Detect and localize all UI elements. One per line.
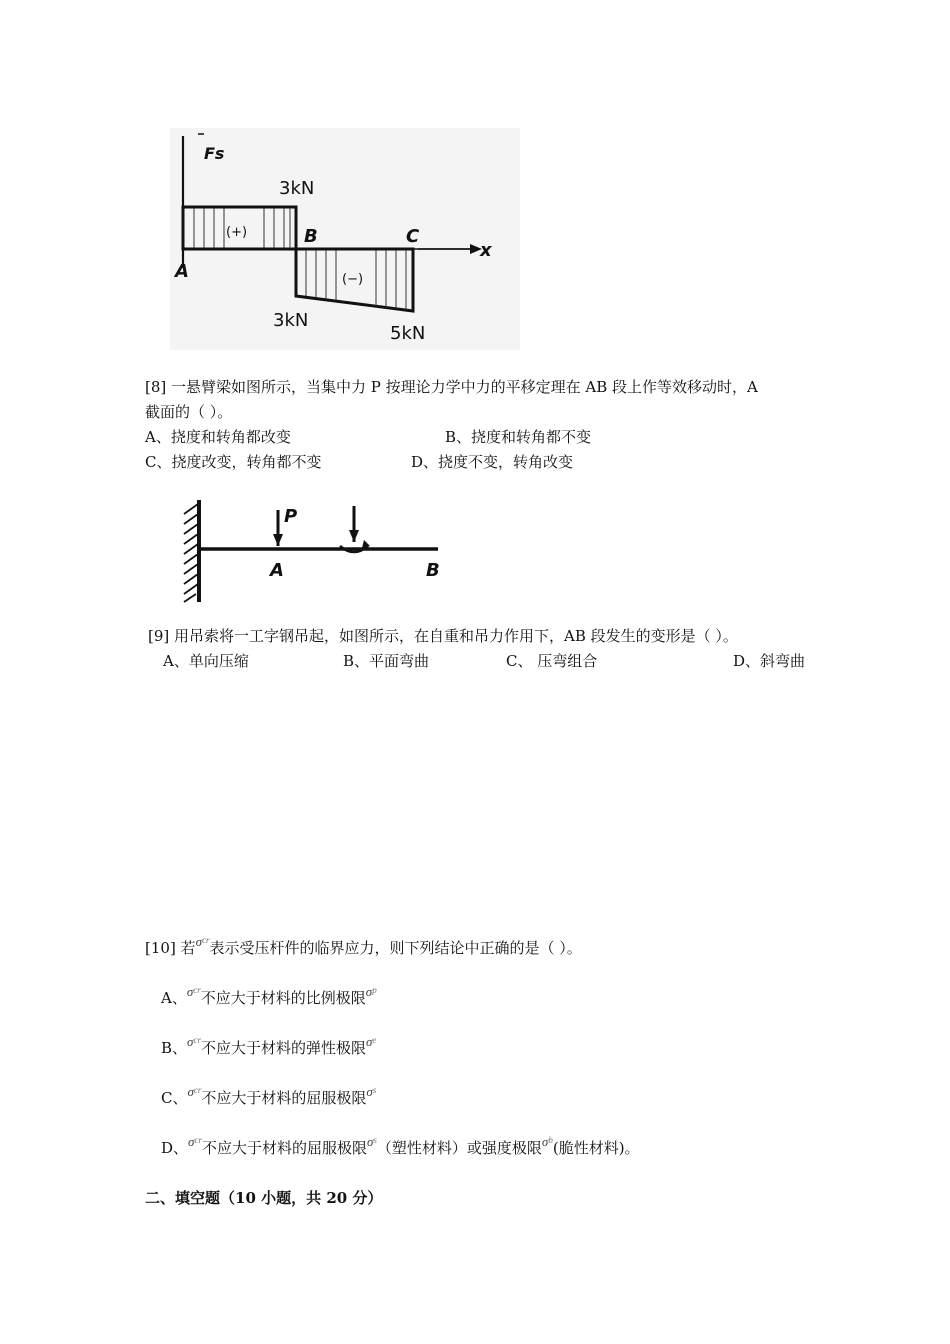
q8-option-b: B、挠度和转角都不变 (445, 428, 592, 446)
q10-option-d: D、$\sigma^{cr}$不应大于材料的屈服极限$\sigma^s$（塑性材料）或强度极限$\sigma^b$(脆性材料)。 (161, 1134, 640, 1157)
positive-sign: (+) (226, 225, 248, 240)
q9-stem: [9] 用吊索将一工字钢吊起，如图所示，在自重和吊力作用下，AB 段发生的变形是（ ）。 (148, 627, 738, 645)
q9-option-c: C、 压弯组合 (506, 652, 598, 670)
q9-option-b: B、平面弯曲 (343, 652, 430, 670)
q9-option-a: A、单向压缩 (163, 652, 249, 670)
section-2-title: 二、填空题（10 小题，共 20 分） (145, 1189, 383, 1207)
q10-option-a: A、$\sigma^{cr}$不应大于材料的比例极限$\sigma^p$ (161, 984, 377, 1007)
sigma-s-symbol: $\sigma^s$ (366, 1134, 377, 1149)
q8-line2: 截面的（ ）。 (145, 403, 233, 421)
q10-option-c: C、$\sigma^{cr}$不应大于材料的屈服极限$\sigma^s$ (161, 1084, 377, 1107)
label-3kn-top: 3kN (279, 178, 315, 199)
sigma-cr-symbol: $\sigma^{cr}$ (187, 1084, 202, 1099)
sigma-e-symbol: $\sigma^e$ (365, 1034, 377, 1049)
negative-sign: (−) (342, 272, 364, 287)
sigma-p-symbol: $\sigma^p$ (365, 984, 377, 999)
sigma-s-symbol: $\sigma^s$ (366, 1084, 377, 1099)
point-c-label: C (406, 226, 420, 247)
q10-option-b: B、$\sigma^{cr}$不应大于材料的弹性极限$\sigma^e$ (161, 1034, 377, 1057)
q9-option-d: D、斜弯曲 (733, 652, 806, 670)
cantilever-beam-diagram (170, 496, 460, 606)
force-p-label: P (284, 506, 298, 527)
sigma-cr-symbol: $\sigma^{cr}$ (195, 934, 210, 949)
label-3kn-bottom: 3kN (273, 310, 309, 331)
q8-option-d: D、挠度不变，转角改变 (411, 453, 574, 471)
label-5kn: 5kN (390, 323, 426, 344)
sigma-cr-symbol: $\sigma^{cr}$ (186, 984, 201, 999)
x-axis-label: x (480, 240, 492, 261)
sigma-cr-symbol: $\sigma^{cr}$ (187, 1034, 201, 1049)
sigma-cr-symbol: $\sigma^{cr}$ (188, 1134, 202, 1149)
point-b-label: B (426, 560, 440, 581)
sigma-b-symbol: $\sigma^b$ (541, 1134, 553, 1149)
fs-axis-label: Fs (204, 144, 225, 163)
q10-stem (145, 934, 582, 958)
q10-stem-text: 表示受压杆件的临界应力，则下列结论中正确的是（ ）。 (209, 939, 582, 957)
point-b-label: B (304, 226, 318, 247)
q8-line1: [8] 一悬臂梁如图所示，当集中力 P 按理论力学中力的平移定理在 AB 段上作等效移动时，A (145, 378, 758, 396)
q10-prefix: [10] 若 (145, 939, 196, 957)
shear-force-diagram (170, 128, 520, 350)
point-a-label: A (270, 560, 284, 581)
q8-option-c: C、挠度改变，转角都不变 (145, 453, 322, 471)
q8-option-a: A、挠度和转角都改变 (145, 428, 291, 446)
point-a-label: A (175, 261, 189, 282)
